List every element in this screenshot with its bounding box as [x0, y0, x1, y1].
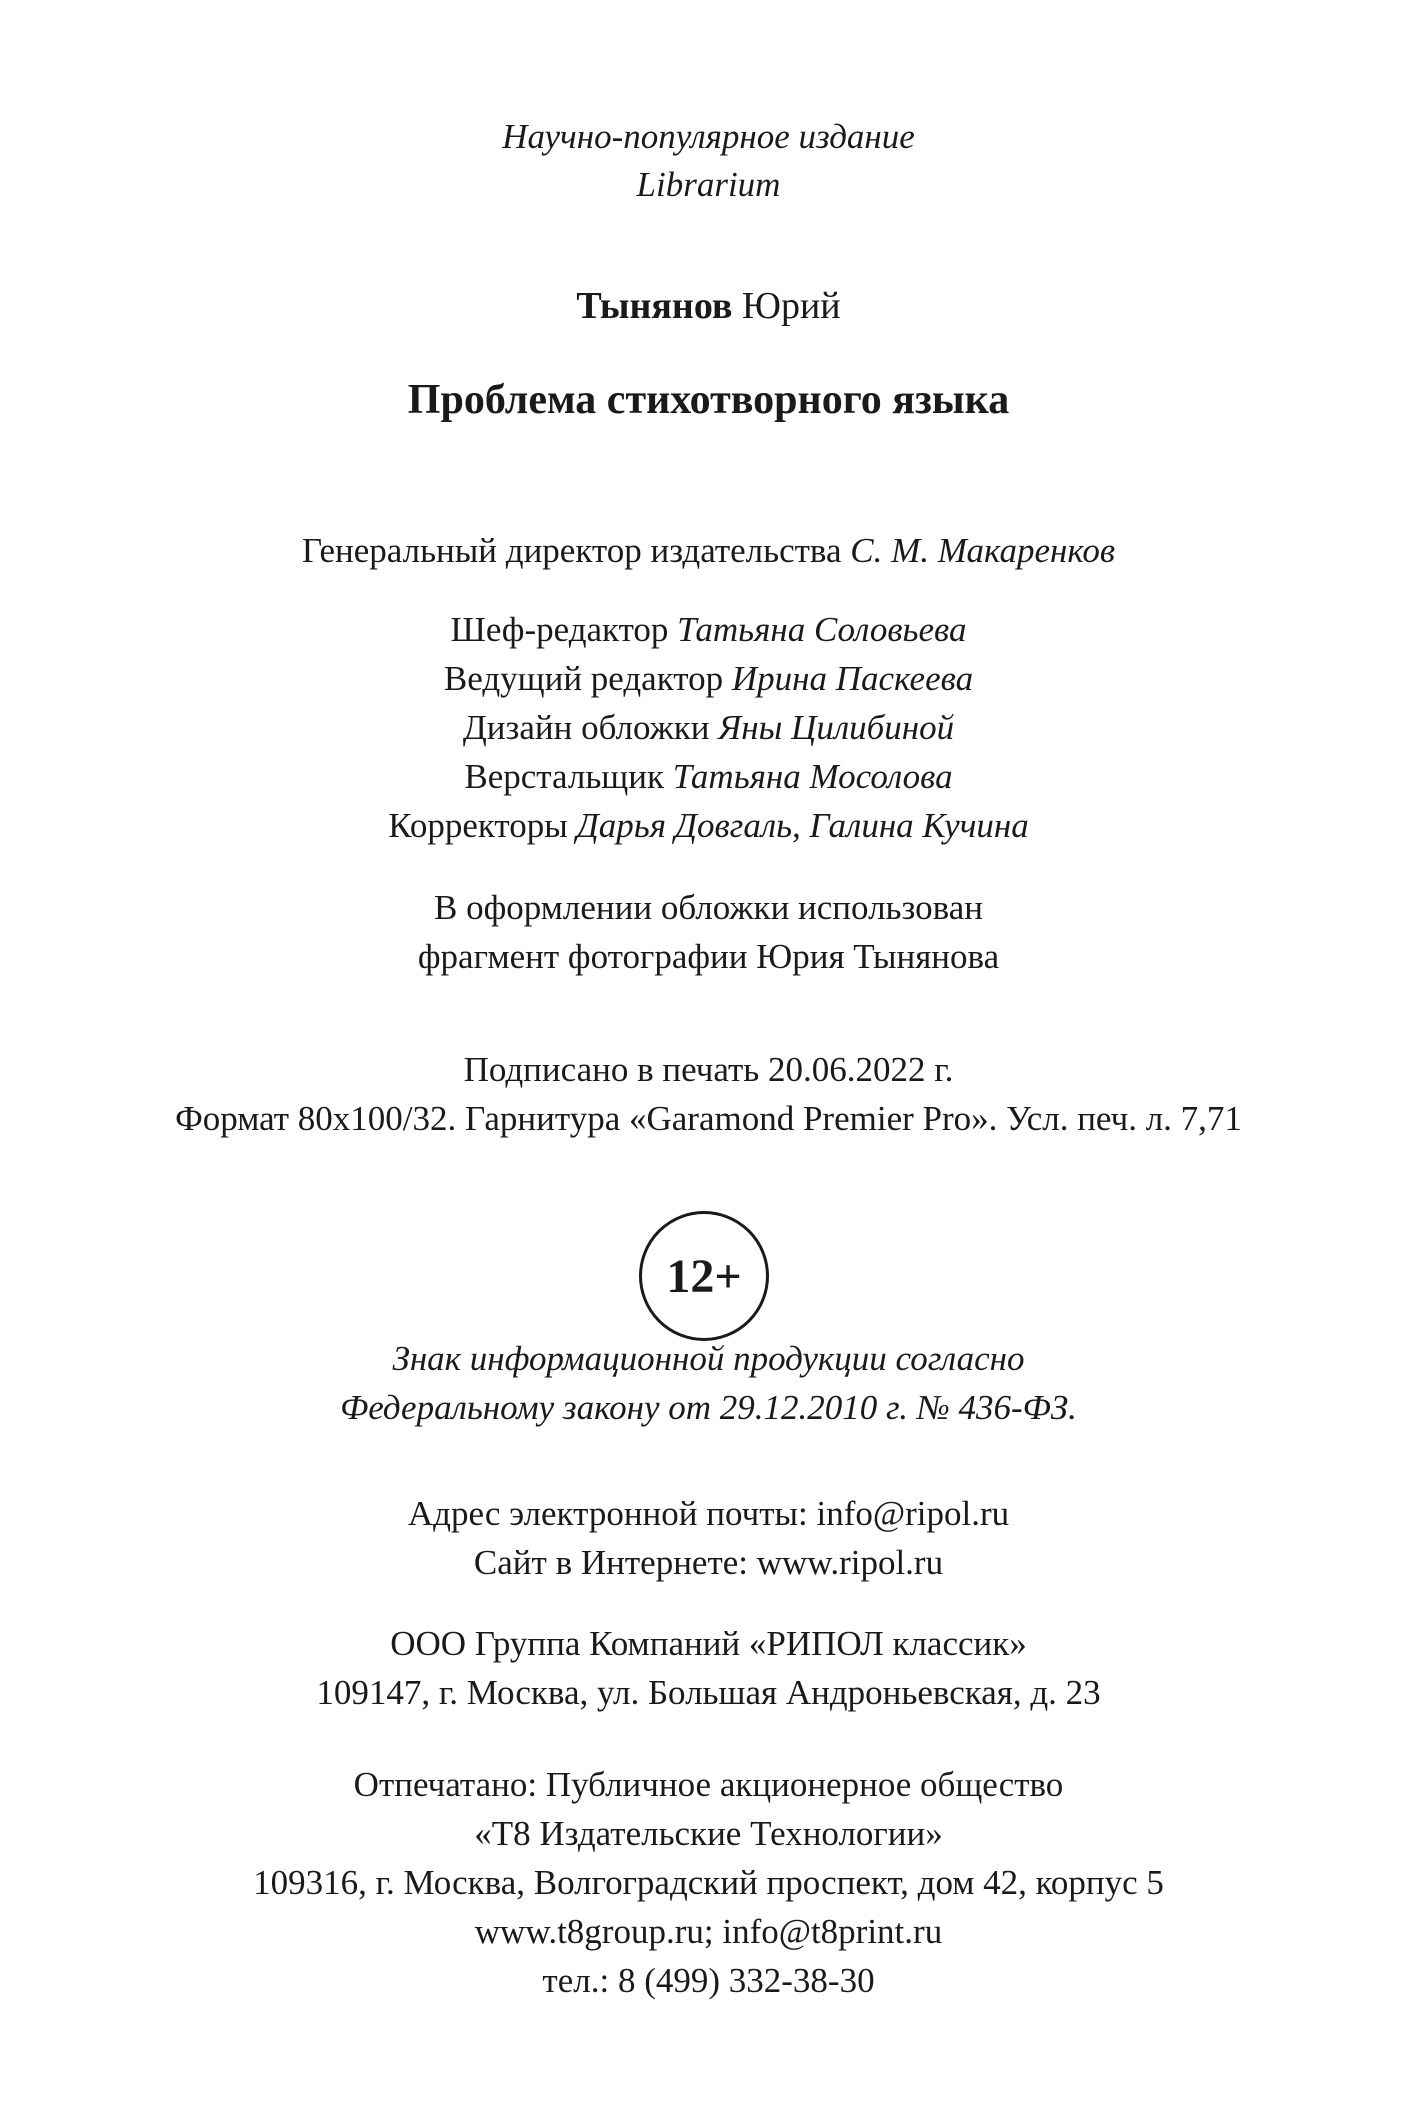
age-note-line1: Знак информационной продукции согласно [392, 1339, 1025, 1378]
cover-design-name: Яны Цилибиной [718, 708, 955, 747]
publisher-name: ООО Группа Компаний «РИПОЛ классик» [390, 1624, 1027, 1663]
layout-name: Татьяна Мосолова [672, 757, 953, 796]
author-name: Юрий [741, 285, 841, 327]
author [0, 280, 1417, 332]
general-director [0, 527, 1417, 575]
signed-to-print: Подписано в печать 20.06.2022 г. [463, 1050, 954, 1089]
cover-design-label: Дизайн обложки [462, 708, 710, 747]
layout-label: Верстальщик [464, 757, 664, 796]
cover-design [0, 704, 1417, 752]
layout-artist [0, 753, 1417, 801]
proofreaders [0, 802, 1417, 850]
series-name: Librarium [636, 165, 781, 204]
age-rating-badge: 12+ [639, 1211, 769, 1341]
chief-editor-label: Шеф-редактор [450, 610, 669, 649]
book-title: Проблема стихотворного языка [407, 377, 1010, 423]
printer-line4: www.t8group.ru; info@t8print.ru [474, 1912, 943, 1951]
series-type: Научно-популярное издание [502, 117, 915, 156]
general-director-label: Генеральный директор издательства [301, 531, 842, 570]
publisher-address: 109147, г. Москва, ул. Большая Андроньевская, д. 23 [316, 1673, 1101, 1712]
cover-note-line1: В оформлении обложки использован [434, 888, 983, 927]
contact-website: Сайт в Интернете: www.ripol.ru [473, 1543, 944, 1582]
print-format: Формат 80х100/32. Гарнитура «Garamond Premier Pro». Усл. печ. л. 7,71 [175, 1099, 1242, 1138]
general-director-name: С. М. Макаренков [850, 531, 1116, 570]
printer-line3: 109316, г. Москва, Волгоградский проспект, дом 42, корпус 5 [253, 1863, 1164, 1902]
chief-editor-name: Татьяна Соловьева [677, 610, 967, 649]
proofreaders-names: Дарья Довгаль, Галина Кучина [576, 806, 1029, 845]
lead-editor [0, 655, 1417, 703]
printer-line2: «Т8 Издательские Технологии» [474, 1814, 943, 1853]
printer-line5: тел.: 8 (499) 332-38-30 [542, 1961, 875, 2000]
chief-editor [0, 606, 1417, 654]
proofreaders-label: Корректоры [388, 806, 568, 845]
printer-line1: Отпечатано: Публичное акционерное общество [353, 1765, 1064, 1804]
contact-email: Адрес электронной почты: info@ripol.ru [407, 1494, 1010, 1533]
age-note-line2: Федеральному закону от 29.12.2010 г. № 436-ФЗ. [340, 1388, 1077, 1427]
lead-editor-label: Ведущий редактор [443, 659, 724, 698]
author-surname: Тынянов [576, 285, 733, 327]
cover-note-line2: фрагмент фотографии Юрия Тынянова [417, 937, 1000, 976]
lead-editor-name: Ирина Паскеева [731, 659, 974, 698]
